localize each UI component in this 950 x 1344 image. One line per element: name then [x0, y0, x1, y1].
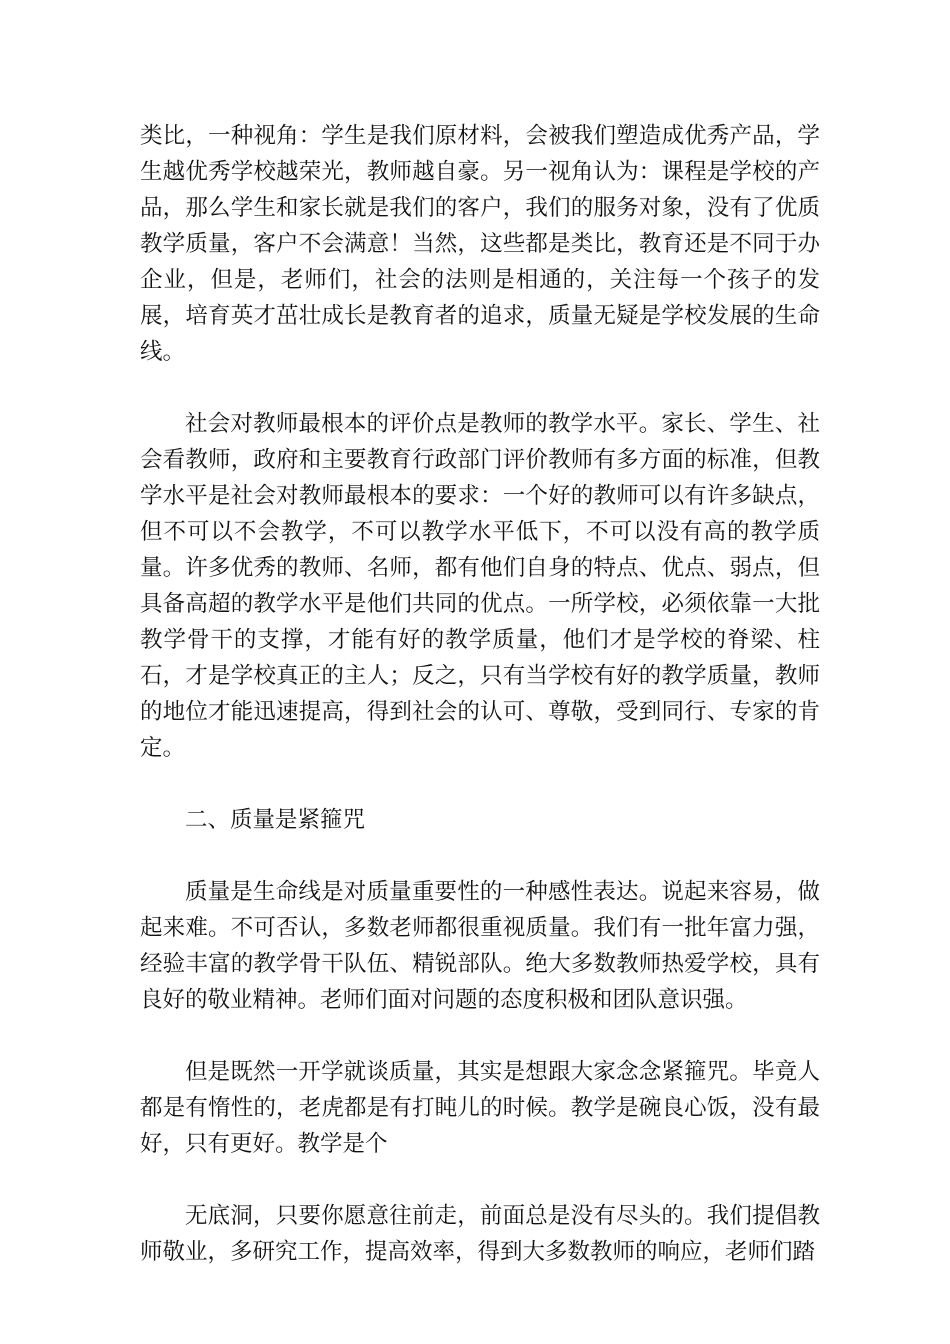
paragraph-teacher-evaluation: 社会对教师最根本的评价点是教师的教学水平。家长、学生、社会看教师，政府和主要教育行政部门评价教师有多方面的标准，但教学水平是社会对教师最根本的要求：一个好的教师可以有许多缺点，但不可以不会教学，不可以教学水平低下，不可以没有高的教学质量。许多优秀的教师、名师，都有他们自身的特点、优点、弱点，但具备高超的教学水平是他们共同的优点。一所学校，必须依靠一大批教学骨干的支撑，才能有好的教学质量，他们才是学校的脊梁、柱石，才是学校真正的主人；反之，只有当学校有好的教学质量，教师的地位才能迅速提高，得到社会的认可、尊敬，受到同行、专家的肯定。	[140, 411, 820, 761]
document-body	[140, 118, 820, 1306]
section-heading: 二、质量是紧箍咒	[185, 807, 366, 833]
paragraph-quality-lifeline: 质量是生命线是对质量重要性的一种感性表达。说起来容易，做起来难。不可否认，多数老师都很重视质量。我们有一批年富力强，经验丰富的教学骨干队伍、精锐部队。绝大多数教师热爱学校，具有良好的敬业精神。老师们面对问题的态度积极和团队意识强。	[140, 879, 820, 1013]
paragraph-tight-hoop: 但是既然一开学就谈质量，其实是想跟大家念念紧箍咒。毕竟人都是有惰性的，老虎都是有打盹儿的时候。教学是碗良心饭，没有最好，只有更好。教学是个	[140, 1059, 820, 1157]
paragraph-continuation: 类比，一种视角：学生是我们原材料，会被我们塑造成优秀产品，学生越优秀学校越荣光，教师越自豪。另一视角认为：课程是学校的产品，那么学生和家长就是我们的客户，我们的服务对象，没有了优质教学质量，客户不会满意！当然，这些都是类比，教育还是不同于办企业，但是，老师们，社会的法则是相通的，关注每一个孩子的发展，培育英才茁壮成长是教育者的追求，质量无疑是学校发展的生命线。	[140, 123, 820, 365]
paragraph-bottomless: 无底洞，只要你愿意往前走，前面总是没有尽头的。我们提倡教师敬业，多研究工作，提高效率，得到大多数教师的响应，老师们踏	[140, 1203, 820, 1265]
